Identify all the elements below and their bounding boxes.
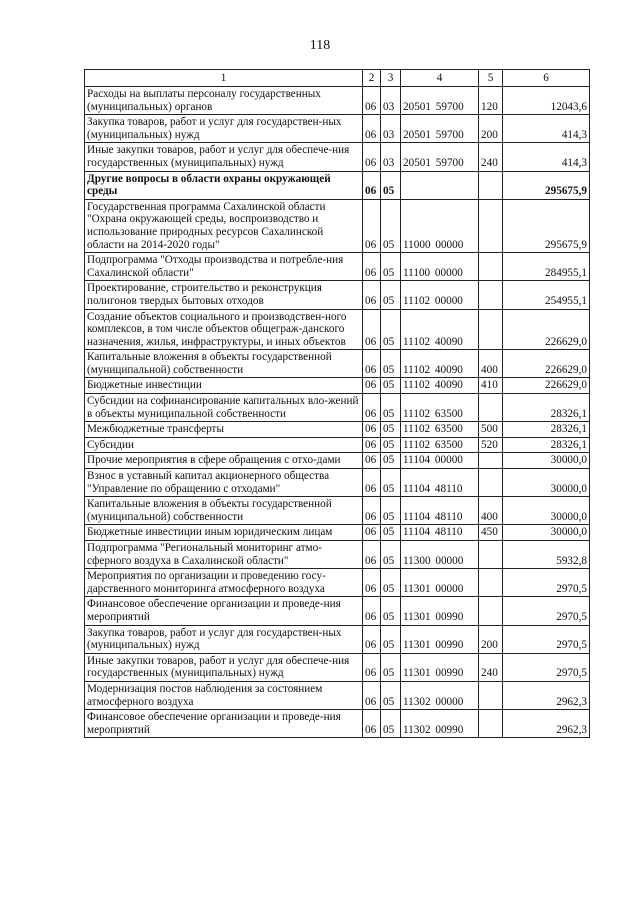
row-section: 06 xyxy=(363,497,381,525)
table-row xyxy=(85,497,590,525)
row-target-code: 20501 59700 xyxy=(401,87,479,115)
row-name: Субсидии xyxy=(85,437,363,453)
row-name: Бюджетные инвестиции иным юридическим лицам xyxy=(85,525,363,541)
row-name: Закупка товаров, работ и услуг для государствен-ных (муниципальных) нужд xyxy=(85,115,363,143)
row-name: Финансовое обеспечение организации и проведе-ния мероприятий xyxy=(85,710,363,738)
row-section: 06 xyxy=(363,171,381,199)
row-expense-type xyxy=(479,281,503,309)
row-target-code: 11100 00000 xyxy=(401,253,479,281)
header-col-2: 2 xyxy=(363,70,381,87)
row-subsection: 05 xyxy=(381,525,401,541)
row-expense-type: 400 xyxy=(479,497,503,525)
row-amount: 226629,0 xyxy=(503,309,590,350)
row-section: 06 xyxy=(363,541,381,569)
row-target-code: 11102 00000 xyxy=(401,281,479,309)
table-row xyxy=(85,541,590,569)
table-row xyxy=(85,115,590,143)
row-expense-type xyxy=(479,171,503,199)
row-subsection: 05 xyxy=(381,309,401,350)
row-amount: 30000,0 xyxy=(503,525,590,541)
row-amount: 2962,3 xyxy=(503,681,590,709)
row-name: Другие вопросы в области охраны окружающей среды xyxy=(85,171,363,199)
row-expense-type: 200 xyxy=(479,115,503,143)
table-row xyxy=(85,281,590,309)
table-row xyxy=(85,378,590,394)
row-amount: 295675,9 xyxy=(503,171,590,199)
table-row xyxy=(85,171,590,199)
row-expense-type xyxy=(479,253,503,281)
row-target-code: 11102 63500 xyxy=(401,422,479,438)
row-section: 06 xyxy=(363,597,381,625)
row-amount: 2970,5 xyxy=(503,625,590,653)
table-row xyxy=(85,422,590,438)
row-name: Создание объектов социального и производствен-ного комплексов, в том числе объектов общеграж-данского назначения, жилья, инфраструктуры, и иных объектов xyxy=(85,309,363,350)
row-target-code: 11000 00000 xyxy=(401,199,479,252)
row-subsection: 05 xyxy=(381,497,401,525)
row-target-code: 11301 00000 xyxy=(401,569,479,597)
row-name: Закупка товаров, работ и услуг для государствен-ных (муниципальных) нужд xyxy=(85,625,363,653)
row-section: 06 xyxy=(363,422,381,438)
table-row xyxy=(85,87,590,115)
row-target-code: 11300 00000 xyxy=(401,541,479,569)
row-name: Субсидии на софинансирование капитальных вло-жений в объекты муниципальной собственности xyxy=(85,394,363,422)
row-name: Государственная программа Сахалинской области "Охрана окружающей среды, воспроизводство и использование природных ресурсов Сахалинской области на 2014-2020 годы" xyxy=(85,199,363,252)
row-subsection: 05 xyxy=(381,541,401,569)
row-target-code: 11104 00000 xyxy=(401,453,479,469)
row-amount: 28326,1 xyxy=(503,422,590,438)
row-target-code: 11302 00990 xyxy=(401,710,479,738)
row-subsection: 05 xyxy=(381,253,401,281)
table-row xyxy=(85,710,590,738)
table-row xyxy=(85,469,590,497)
row-section: 06 xyxy=(363,653,381,681)
table-row xyxy=(85,350,590,378)
row-expense-type: 200 xyxy=(479,625,503,653)
row-name: Капитальные вложения в объекты государственной (муниципальной) собственности xyxy=(85,497,363,525)
row-name: Финансовое обеспечение организации и проведе-ния мероприятий xyxy=(85,597,363,625)
row-subsection: 03 xyxy=(381,87,401,115)
row-expense-type xyxy=(479,309,503,350)
row-target-code: 11102 40090 xyxy=(401,350,479,378)
row-amount: 12043,6 xyxy=(503,87,590,115)
row-section: 06 xyxy=(363,625,381,653)
table-row xyxy=(85,597,590,625)
row-section: 06 xyxy=(363,525,381,541)
table-row xyxy=(85,625,590,653)
row-name: Мероприятия по организации и проведению госу-дарственного мониторинга атмосферного воздуха xyxy=(85,569,363,597)
row-target-code: 20501 59700 xyxy=(401,143,479,171)
row-target-code: 11104 48110 xyxy=(401,525,479,541)
table-row xyxy=(85,681,590,709)
row-amount: 414,3 xyxy=(503,115,590,143)
row-name: Бюджетные инвестиции xyxy=(85,378,363,394)
row-expense-type: 240 xyxy=(479,143,503,171)
row-subsection: 03 xyxy=(381,143,401,171)
row-subsection: 05 xyxy=(381,171,401,199)
row-amount: 295675,9 xyxy=(503,199,590,252)
row-amount: 5932,8 xyxy=(503,541,590,569)
row-amount: 30000,0 xyxy=(503,497,590,525)
row-subsection: 05 xyxy=(381,394,401,422)
table-row xyxy=(85,569,590,597)
row-expense-type xyxy=(479,199,503,252)
row-name: Иные закупки товаров, работ и услуг для обеспече-ния государственных (муниципальных) нужд xyxy=(85,653,363,681)
row-amount: 226629,0 xyxy=(503,378,590,394)
row-expense-type xyxy=(479,569,503,597)
row-section: 06 xyxy=(363,710,381,738)
row-expense-type xyxy=(479,453,503,469)
row-expense-type xyxy=(479,469,503,497)
row-expense-type: 520 xyxy=(479,437,503,453)
row-expense-type: 240 xyxy=(479,653,503,681)
row-name: Межбюджетные трансферты xyxy=(85,422,363,438)
table-header-row xyxy=(85,70,590,87)
row-amount: 414,3 xyxy=(503,143,590,171)
row-amount: 28326,1 xyxy=(503,437,590,453)
row-section: 06 xyxy=(363,199,381,252)
row-section: 06 xyxy=(363,569,381,597)
header-col-1: 1 xyxy=(85,70,363,87)
table-row xyxy=(85,437,590,453)
row-target-code: 11104 48110 xyxy=(401,469,479,497)
row-subsection: 05 xyxy=(381,378,401,394)
row-amount: 2970,5 xyxy=(503,597,590,625)
row-section: 06 xyxy=(363,453,381,469)
row-section: 06 xyxy=(363,437,381,453)
row-target-code: 20501 59700 xyxy=(401,115,479,143)
page-number: 118 xyxy=(309,38,331,53)
row-subsection: 05 xyxy=(381,681,401,709)
row-name: Расходы на выплаты персоналу государственных (муниципальных) органов xyxy=(85,87,363,115)
row-expense-type xyxy=(479,394,503,422)
row-target-code: 11301 00990 xyxy=(401,653,479,681)
table-row xyxy=(85,525,590,541)
table-body xyxy=(85,87,590,738)
row-subsection: 05 xyxy=(381,653,401,681)
row-target-code: 11104 48110 xyxy=(401,497,479,525)
row-section: 06 xyxy=(363,378,381,394)
row-name: Проектирование, строительство и реконструкция полигонов твердых бытовых отходов xyxy=(85,281,363,309)
row-subsection: 05 xyxy=(381,437,401,453)
row-target-code: 11301 00990 xyxy=(401,625,479,653)
row-name: Прочие мероприятия в сфере обращения с отхо-дами xyxy=(85,453,363,469)
row-subsection: 05 xyxy=(381,422,401,438)
row-subsection: 03 xyxy=(381,115,401,143)
row-section: 06 xyxy=(363,143,381,171)
row-subsection: 05 xyxy=(381,597,401,625)
row-section: 06 xyxy=(363,253,381,281)
table-row xyxy=(85,199,590,252)
row-amount: 2970,5 xyxy=(503,653,590,681)
row-subsection: 05 xyxy=(381,710,401,738)
row-name: Взнос в уставный капитал акционерного общества "Управление по обращению с отходами" xyxy=(85,469,363,497)
row-target-code: 11302 00000 xyxy=(401,681,479,709)
row-expense-type xyxy=(479,597,503,625)
row-expense-type: 400 xyxy=(479,350,503,378)
row-target-code: 11102 63500 xyxy=(401,394,479,422)
row-amount: 254955,1 xyxy=(503,281,590,309)
row-amount: 2970,5 xyxy=(503,569,590,597)
row-name: Подпрограмма "Отходы производства и потребле-ния Сахалинской области" xyxy=(85,253,363,281)
row-section: 06 xyxy=(363,394,381,422)
row-expense-type xyxy=(479,541,503,569)
header-col-4: 4 xyxy=(401,70,479,87)
table-row xyxy=(85,143,590,171)
row-section: 06 xyxy=(363,115,381,143)
row-section: 06 xyxy=(363,469,381,497)
row-name: Иные закупки товаров, работ и услуг для обеспече-ния государственных (муниципальных) нужд xyxy=(85,143,363,171)
row-section: 06 xyxy=(363,350,381,378)
row-subsection: 05 xyxy=(381,569,401,597)
row-subsection: 05 xyxy=(381,350,401,378)
row-name: Модернизация постов наблюдения за состоянием атмосферного воздуха xyxy=(85,681,363,709)
row-expense-type xyxy=(479,710,503,738)
row-expense-type xyxy=(479,681,503,709)
header-col-3: 3 xyxy=(381,70,401,87)
row-target-code: 11102 40090 xyxy=(401,309,479,350)
row-amount: 30000,0 xyxy=(503,469,590,497)
row-amount: 28326,1 xyxy=(503,394,590,422)
row-section: 06 xyxy=(363,309,381,350)
row-expense-type: 450 xyxy=(479,525,503,541)
row-expense-type: 500 xyxy=(479,422,503,438)
row-target-code: 11102 40090 xyxy=(401,378,479,394)
row-amount: 226629,0 xyxy=(503,350,590,378)
row-amount: 2962,3 xyxy=(503,710,590,738)
row-subsection: 05 xyxy=(381,453,401,469)
row-subsection: 05 xyxy=(381,281,401,309)
row-amount: 30000,0 xyxy=(503,453,590,469)
row-amount: 284955,1 xyxy=(503,253,590,281)
header-col-6: 6 xyxy=(503,70,590,87)
row-section: 06 xyxy=(363,681,381,709)
row-subsection: 05 xyxy=(381,469,401,497)
row-expense-type: 120 xyxy=(479,87,503,115)
row-name: Подпрограмма "Региональный мониторинг атмо-сферного воздуха в Сахалинской области" xyxy=(85,541,363,569)
row-section: 06 xyxy=(363,281,381,309)
table-row xyxy=(85,653,590,681)
row-target-code xyxy=(401,171,479,199)
row-name: Капитальные вложения в объекты государственной (муниципальной) собственности xyxy=(85,350,363,378)
row-expense-type: 410 xyxy=(479,378,503,394)
row-section: 06 xyxy=(363,87,381,115)
table-row xyxy=(85,394,590,422)
row-target-code: 11301 00990 xyxy=(401,597,479,625)
row-subsection: 05 xyxy=(381,625,401,653)
table-row xyxy=(85,253,590,281)
header-col-5: 5 xyxy=(479,70,503,87)
table-row xyxy=(85,453,590,469)
row-target-code: 11102 63500 xyxy=(401,437,479,453)
row-subsection: 05 xyxy=(381,199,401,252)
budget-table xyxy=(84,69,590,738)
table-row xyxy=(85,309,590,350)
